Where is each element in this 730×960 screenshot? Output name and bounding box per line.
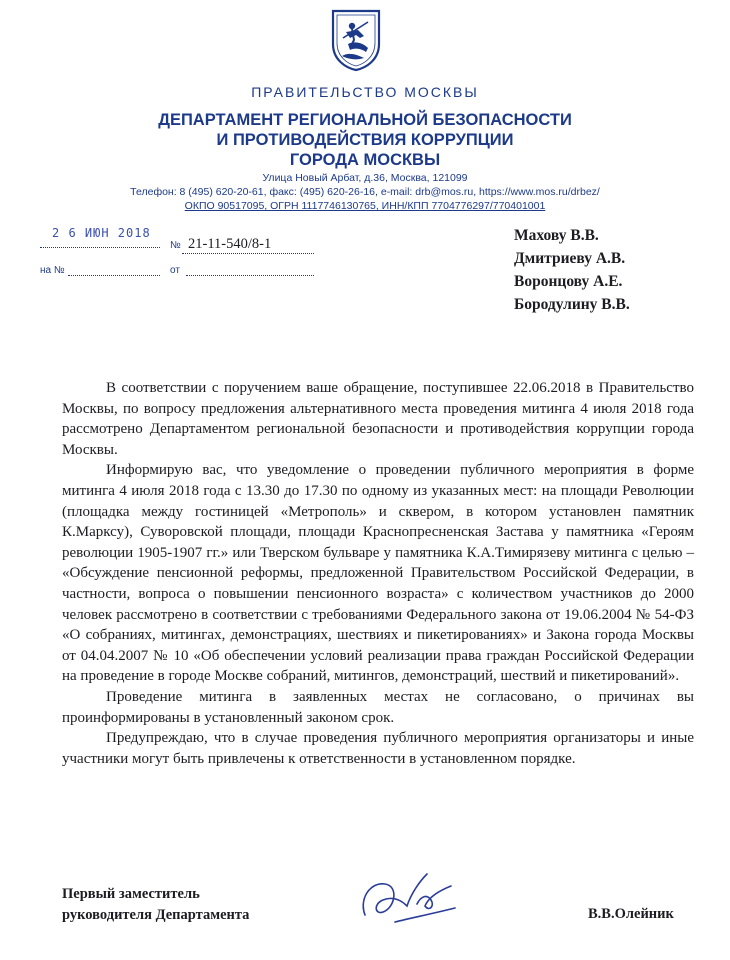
registration-number: 21-11-540/8-1 xyxy=(188,236,272,252)
government-title: ПРАВИТЕЛЬСТВО МОСКВЫ xyxy=(251,84,479,100)
number-line xyxy=(182,253,314,254)
body-paragraph-4: Предупреждаю, что в случае проведения публичного мероприятия организаторы и иные участники могут быть привлечены к ответственности в установленном порядке. xyxy=(62,730,694,767)
department-name-line-1: ДЕПАРТАМЕНТ РЕГИОНАЛЬНОЙ БЕЗОПАСНОСТИ xyxy=(158,111,572,129)
signer-title xyxy=(62,884,249,926)
addressee-1: Махову В.В. xyxy=(514,227,599,244)
from-label: от xyxy=(170,265,180,276)
signer-title-line-1: Первый заместитель xyxy=(62,886,200,902)
from-line xyxy=(186,275,314,276)
date-line xyxy=(40,247,160,248)
number-label: № xyxy=(170,240,181,251)
addressee-4: Бородулину В.В. xyxy=(514,296,630,313)
addressee-2: Дмитриеву А.В. xyxy=(514,250,626,267)
department-codes: ОКПО 90517095, ОГРН 1117746130765, ИНН/КПП 7704776297/770401001 xyxy=(184,200,546,212)
department-name-line-2: И ПРОТИВОДЕЙСТВИЯ КОРРУПЦИИ xyxy=(216,131,514,149)
letter-body xyxy=(62,378,694,769)
body-paragraph-1: В соответствии с поручением ваше обращение, поступившее 22.06.2018 в Правительство Москвы, по вопросу предложения альтернативного места проведения митинга 4 июля 2018 года рассмотрено Департаментом региональной безопасности и противодействия коррупции города Москвы. xyxy=(62,380,694,458)
department-contacts: Телефон: 8 (495) 620-20-61, факс: (495) 620-26-16, e-mail: drb@mos.ru, https://www.mos.ru/drbez/ xyxy=(130,186,600,198)
addressee-3: Воронцову А.Е. xyxy=(514,273,623,290)
signer-title-line-2: руководителя Департамента xyxy=(62,907,250,923)
department-address: Улица Новый Арбат, д.36, Москва, 121099 xyxy=(262,172,468,184)
reply-to-label: на № xyxy=(40,265,65,276)
department-name-line-3: ГОРОДА МОСКВЫ xyxy=(289,151,441,169)
body-paragraph-3: Проведение митинга в заявленных местах не согласовано, о причинах вы проинформированы в установленный законом срок. xyxy=(62,688,694,726)
moscow-coat-of-arms-icon xyxy=(330,8,382,72)
handwritten-signature xyxy=(355,860,465,940)
reply-to-line xyxy=(68,275,160,276)
body-paragraph-2: Информирую вас, что уведомление о проведении публичного мероприятия в форме митинга 4 июля 2018 года с 13.30 до 17.30 по одному из указанных мест: на площади Революции (площадка между гостиницей «Метрополь» и сквером, в котором установлен памятник К.Марксу), Суворовской площади, площади Краснопресненская Застава у памятника «Героям революции 1905-1907 гг.» или Тверском бульваре у памятника К.А.Тимирязеву митинга с целью – «Обсуждение пенсионной реформы, предложенной Правительством Российской Федерации, в частности, вопроса о повышении пенсионного возраста» с количеством участников до 2000 человек рассмотрено в соответствии с требованиями Федерального закона от 19.06.2004 № 54-ФЗ «О собраниях, митингах, демонстрациях, шествиях и пикетированиях» и Закона города Москвы от 04.04.2007 № 10 «Об обеспечении условий реализации права граждан Российской Федерации на проведение в городе Москве собраний, митингов, демонстраций, шествий и пикетирований». xyxy=(62,462,694,685)
signer-name: В.В.Олейник xyxy=(588,906,674,922)
date-stamp: 2 6 ИЮН 2018 xyxy=(52,226,151,240)
